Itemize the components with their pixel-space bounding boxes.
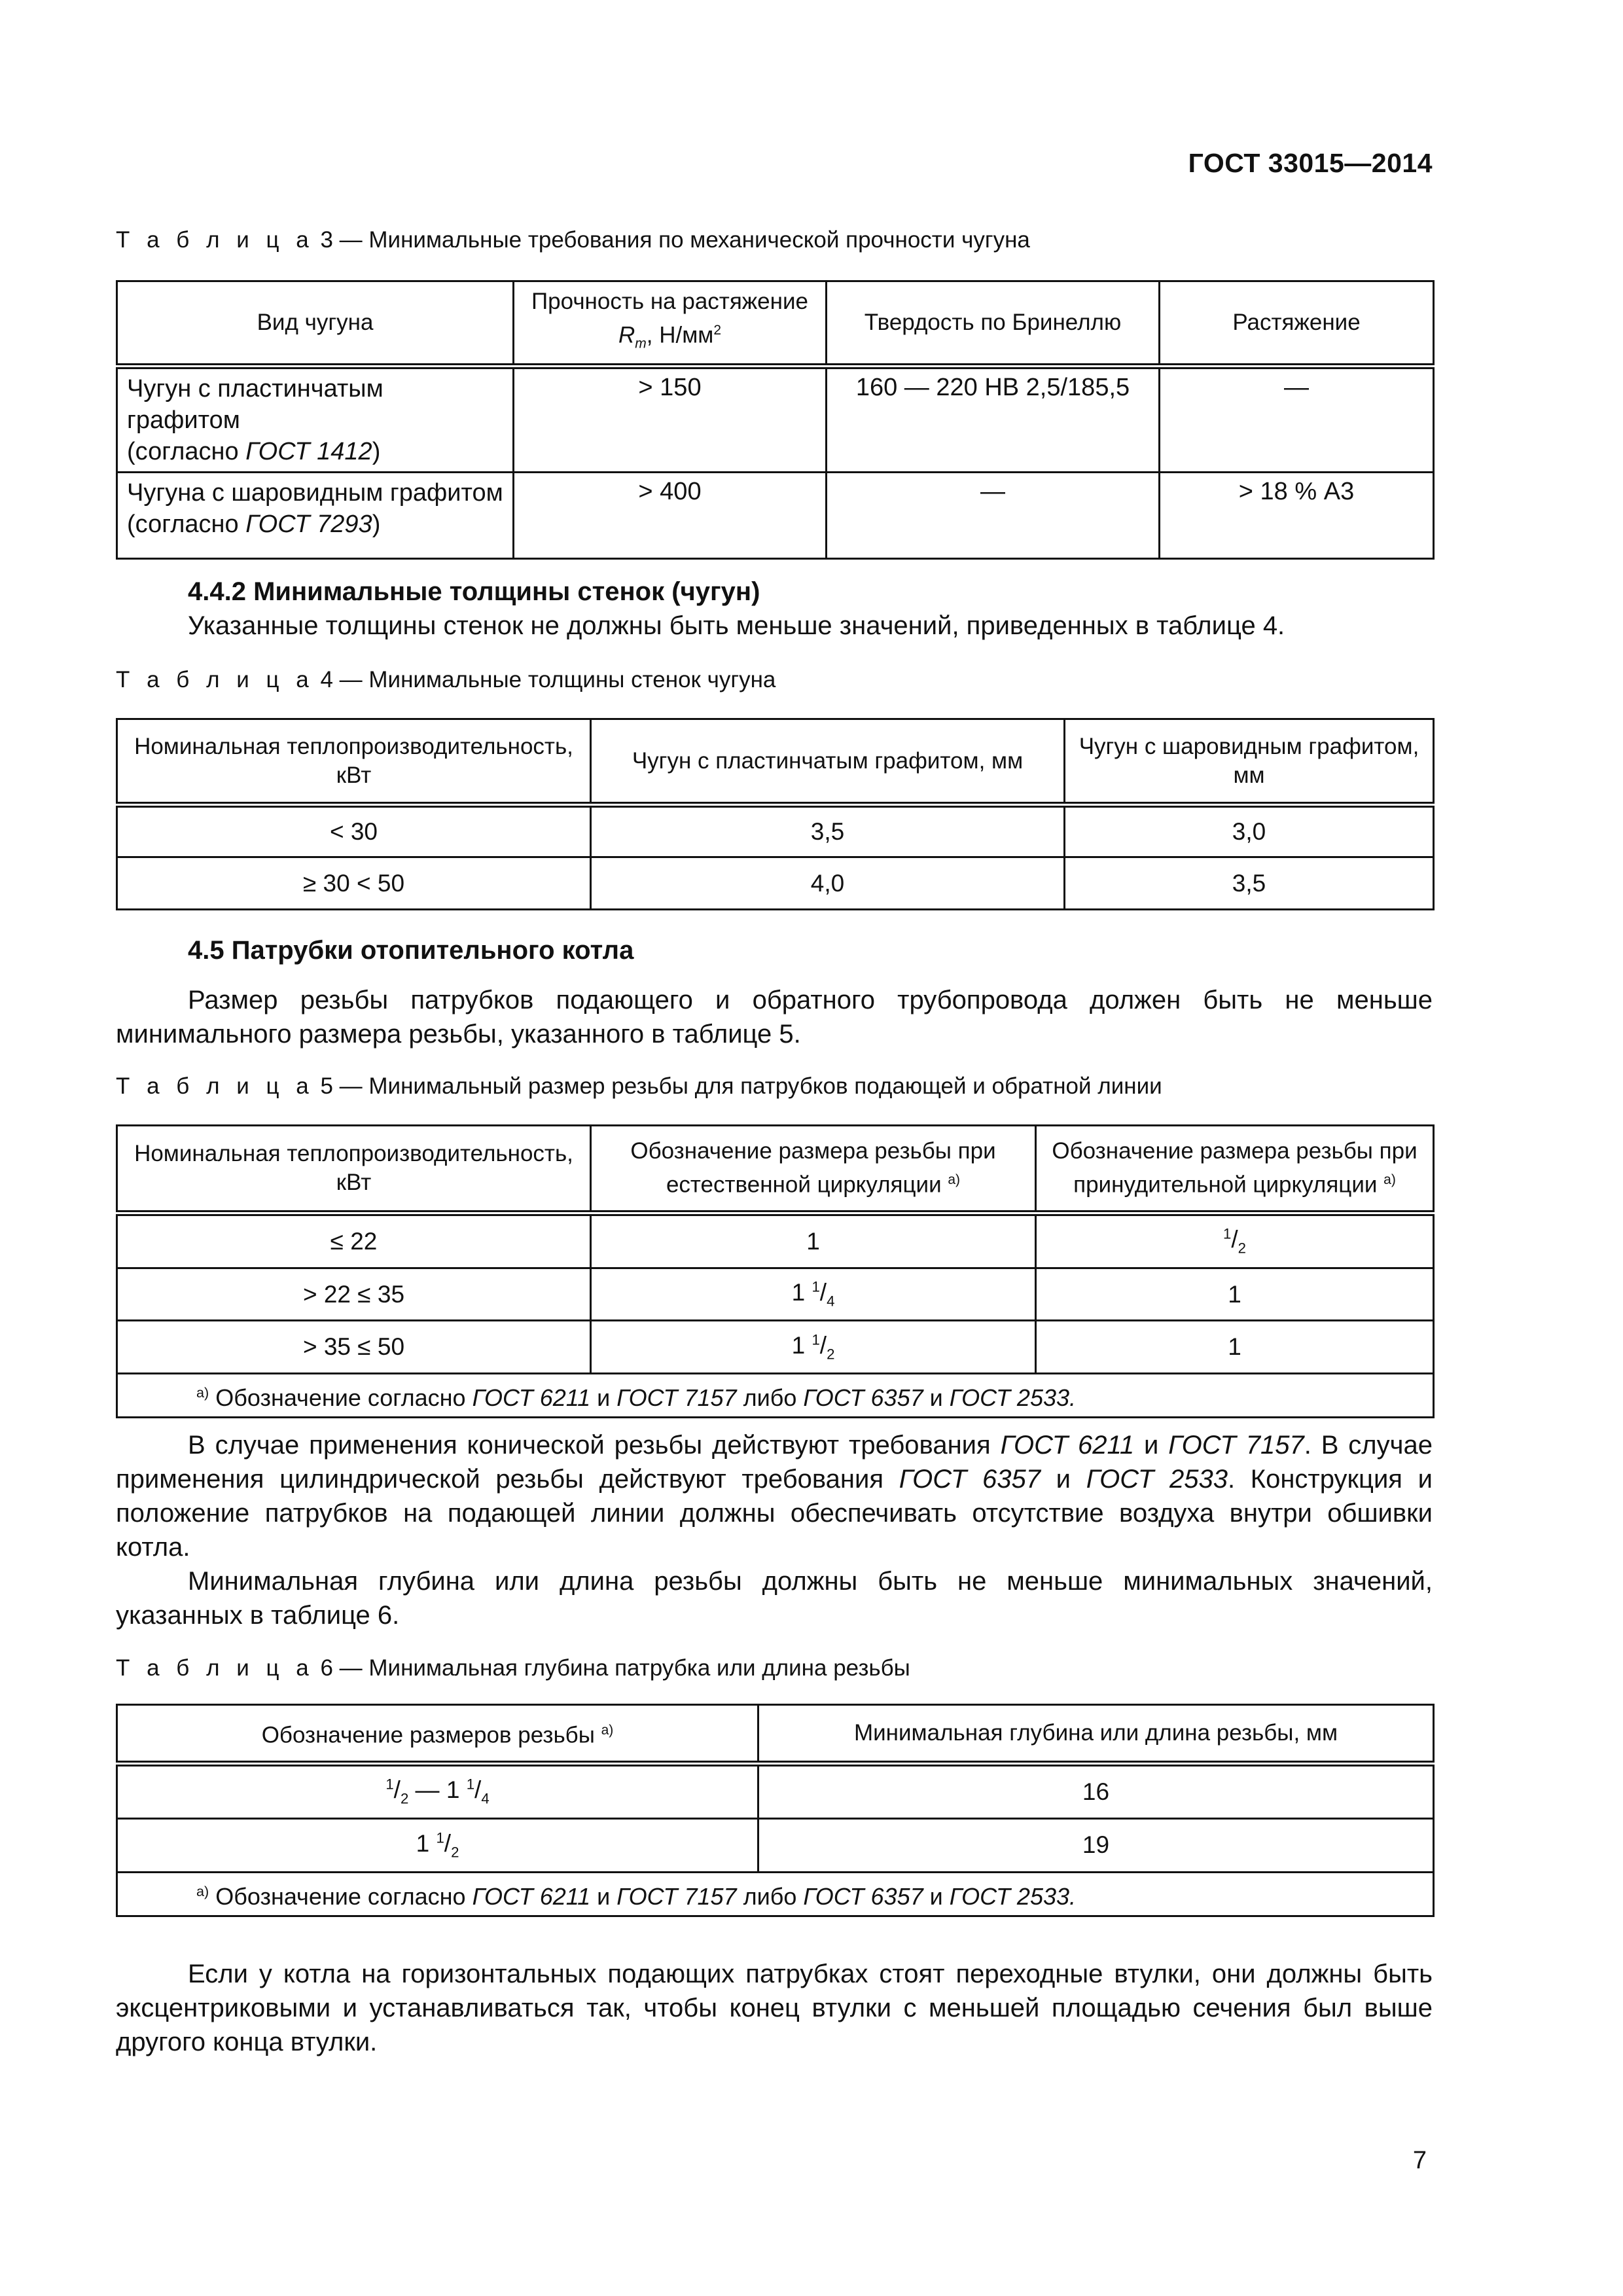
table-header-row bbox=[117, 719, 1434, 805]
document-id: ГОСТ 33015—2014 bbox=[1188, 148, 1433, 178]
table-cell: ≤ 22 bbox=[117, 1213, 591, 1268]
table5 bbox=[116, 1124, 1435, 1418]
standard-reference: ГОСТ 7157 bbox=[1168, 1431, 1304, 1460]
table-row bbox=[117, 1818, 1434, 1872]
standard-reference: ГОСТ 6357 bbox=[803, 1384, 923, 1412]
column-header: Номинальная теплопроизводительность, кВт bbox=[117, 1126, 591, 1213]
fraction: 1 $^1/_2$ bbox=[791, 1331, 835, 1363]
header-superscript: 2 bbox=[713, 322, 722, 338]
table-title: — Минимальные толщины стенок чугуна bbox=[339, 667, 776, 692]
table-cell bbox=[117, 367, 514, 473]
table-label: Т а б л и ц а bbox=[116, 1655, 314, 1681]
standard-reference: ГОСТ 2533 bbox=[1086, 1465, 1228, 1494]
table4-caption bbox=[116, 667, 776, 693]
table-row bbox=[117, 805, 1434, 857]
column-header bbox=[1036, 1126, 1434, 1213]
header-text: Обозначение размера резьбы при естественной циркуляции bbox=[630, 1138, 996, 1198]
table-cell bbox=[591, 1321, 1036, 1374]
table-row bbox=[117, 1268, 1434, 1321]
header-text: Прочность на растяжение bbox=[531, 288, 808, 314]
cell-text: (согласно bbox=[127, 438, 246, 465]
table-cell: 160 — 220 НВ 2,5/185,5 bbox=[827, 367, 1160, 473]
fraction: $^1/_2$ bbox=[1223, 1226, 1246, 1257]
standard-reference: ГОСТ 6211 bbox=[1000, 1431, 1135, 1460]
standard-reference: ГОСТ 7293 bbox=[245, 511, 372, 538]
footnote-marker: а) bbox=[1383, 1172, 1396, 1188]
table-cell: > 400 bbox=[514, 473, 827, 559]
table-row bbox=[117, 1321, 1434, 1374]
column-header: Номинальная теплопроизводительность, кВт bbox=[117, 719, 591, 805]
table6-caption bbox=[116, 1655, 910, 1681]
header-text: Обозначение размеров резьбы bbox=[261, 1722, 595, 1748]
table-cell: ≥ 30 < 50 bbox=[117, 857, 591, 910]
table3-caption bbox=[116, 227, 1030, 253]
cell-text: (согласно bbox=[127, 511, 246, 538]
fraction: 1 $^1/_2$ bbox=[416, 1829, 459, 1861]
table-cell bbox=[117, 473, 514, 559]
table-label: Т а б л и ц а bbox=[116, 227, 314, 253]
footnote-marker: а) bbox=[601, 1723, 614, 1738]
table-cell bbox=[117, 1764, 758, 1819]
standard-reference: ГОСТ 6211 bbox=[472, 1882, 591, 1910]
standard-reference: ГОСТ 1412 bbox=[245, 438, 372, 465]
table-number: 3 bbox=[320, 227, 333, 253]
table-cell: 19 bbox=[758, 1818, 1434, 1872]
paragraph: В случае применения конической резьбы действуют требования ГОСТ 6211 и ГОСТ 7157. В случае применения цилиндрической резьбы действуют требования ГОСТ 6357 и ГОСТ 2533. Конструкция и положение патрубков на подающей линии должны обеспечивать отсутствие воздуха внутри обшивки котла. bbox=[116, 1431, 1433, 1562]
table-cell: 4,0 bbox=[591, 857, 1065, 910]
table-row bbox=[117, 367, 1434, 473]
table-cell: 3,5 bbox=[1065, 857, 1434, 910]
table-number: 6 bbox=[320, 1655, 333, 1681]
column-header: Минимальная глубина или длина резьбы, мм bbox=[758, 1705, 1434, 1764]
table-footnote-row bbox=[117, 1872, 1434, 1916]
column-header: Вид чугуна bbox=[117, 281, 514, 367]
table-cell: > 35 ≤ 50 bbox=[117, 1321, 591, 1374]
standard-reference: ГОСТ 7157 bbox=[616, 1384, 737, 1412]
fraction-range: $^1/_2$ — 1 $^1/_4$ bbox=[385, 1776, 490, 1807]
table-cell: 16 bbox=[758, 1764, 1434, 1819]
table3 bbox=[116, 280, 1435, 560]
table-cell: 3,5 bbox=[591, 805, 1065, 857]
table-number: 4 bbox=[320, 667, 333, 692]
fraction: 1 $^1/_4$ bbox=[791, 1278, 835, 1310]
table-title: — Минимальные требования по механической прочности чугуна bbox=[339, 227, 1030, 253]
standard-reference: ГОСТ 6211 bbox=[472, 1384, 591, 1412]
table-footnote: $^{а)}$ Обозначение согласно ГОСТ 6211 и ГОСТ 7157 либо ГОСТ 6357 и ГОСТ 2533. bbox=[117, 1374, 1434, 1418]
table-cell bbox=[117, 1818, 758, 1872]
column-header: Чугун с пластинчатым графитом, мм bbox=[591, 719, 1065, 805]
standard-reference: ГОСТ 2533. bbox=[949, 1384, 1077, 1412]
paragraph: Указанные толщины стенок не должны быть меньше значений, приведенных в таблице 4. bbox=[188, 611, 1285, 640]
column-header bbox=[591, 1126, 1036, 1213]
table-cell: 1 bbox=[1036, 1268, 1434, 1321]
table-header-row bbox=[117, 281, 1434, 367]
table-cell: > 150 bbox=[514, 367, 827, 473]
table-header-row bbox=[117, 1705, 1434, 1764]
table4 bbox=[116, 718, 1435, 910]
table-footnote: $^{а)}$ Обозначение согласно ГОСТ 6211 и ГОСТ 7157 либо ГОСТ 6357 и ГОСТ 2533. bbox=[117, 1872, 1434, 1916]
header-text: Обозначение размера резьбы при принудительной циркуляции bbox=[1052, 1138, 1418, 1198]
section-heading: 4.4.2 Минимальные толщины стенок (чугун) bbox=[188, 577, 760, 606]
column-header: Твердость по Бринеллю bbox=[827, 281, 1160, 367]
cell-text: ) bbox=[372, 438, 381, 465]
table-cell: 1 bbox=[591, 1213, 1036, 1268]
table-label: Т а б л и ц а bbox=[116, 1073, 314, 1099]
column-header: Растяжение bbox=[1160, 281, 1434, 367]
table-cell: 3,0 bbox=[1065, 805, 1434, 857]
table-title: — Минимальная глубина патрубка или длина резьбы bbox=[339, 1655, 910, 1681]
standard-reference: ГОСТ 7157 bbox=[616, 1882, 737, 1910]
table-cell: — bbox=[827, 473, 1160, 559]
column-header bbox=[117, 1705, 758, 1764]
paragraph: Если у котла на горизонтальных подающих патрубках стоят переходные втулки, они должны быть эксцентриковыми и устанавливаться так, чтобы конец втулки с меньшей площадью сечения был выше другого конца втулки. bbox=[116, 1960, 1433, 2056]
header-symbol: R bbox=[618, 322, 635, 348]
table-number: 5 bbox=[320, 1073, 333, 1099]
paragraph: Размер резьбы патрубков подающего и обратного трубопровода должен быть не меньше минимального размера резьбы, указанного в таблице 5. bbox=[116, 986, 1433, 1049]
table-title: — Минимальный размер резьбы для патрубков подающей и обратной линии bbox=[339, 1073, 1162, 1099]
header-subscript: m bbox=[635, 336, 647, 351]
section-heading: 4.5 Патрубки отопительного котла bbox=[188, 936, 634, 965]
table-header-row bbox=[117, 1126, 1434, 1213]
standard-reference: ГОСТ 6357 bbox=[899, 1465, 1041, 1494]
table-cell bbox=[591, 1268, 1036, 1321]
table-row bbox=[117, 473, 1434, 559]
table-label: Т а б л и ц а bbox=[116, 667, 314, 692]
table-footnote-row bbox=[117, 1374, 1434, 1418]
footnote-marker: а) bbox=[948, 1172, 961, 1188]
page-number: 7 bbox=[1412, 2147, 1427, 2174]
cell-text: Чугуна с шаровидным графитом bbox=[127, 479, 503, 507]
standard-reference: ГОСТ 2533. bbox=[949, 1882, 1077, 1910]
table5-caption bbox=[116, 1073, 1162, 1100]
table-cell: > 22 ≤ 35 bbox=[117, 1268, 591, 1321]
table-cell: 1 bbox=[1036, 1321, 1434, 1374]
table-row bbox=[117, 857, 1434, 910]
standard-reference: ГОСТ 6357 bbox=[803, 1882, 923, 1910]
cell-text: Чугун с пластинчатым графитом bbox=[127, 375, 383, 434]
table-row bbox=[117, 1213, 1434, 1268]
table-cell: < 30 bbox=[117, 805, 591, 857]
table6 bbox=[116, 1704, 1435, 1917]
cell-text: ) bbox=[372, 511, 381, 538]
header-unit: , Н/мм bbox=[646, 322, 714, 348]
table-cell: > 18 % А3 bbox=[1160, 473, 1434, 559]
column-header: Чугун с шаровидным графитом, мм bbox=[1065, 719, 1434, 805]
paragraph: Минимальная глубина или длина резьбы должны быть не меньше минимальных значений, указанных в таблице 6. bbox=[116, 1567, 1433, 1630]
table-row bbox=[117, 1764, 1434, 1819]
table-cell: — bbox=[1160, 367, 1434, 473]
table-cell bbox=[1036, 1213, 1434, 1268]
column-header bbox=[514, 281, 827, 367]
